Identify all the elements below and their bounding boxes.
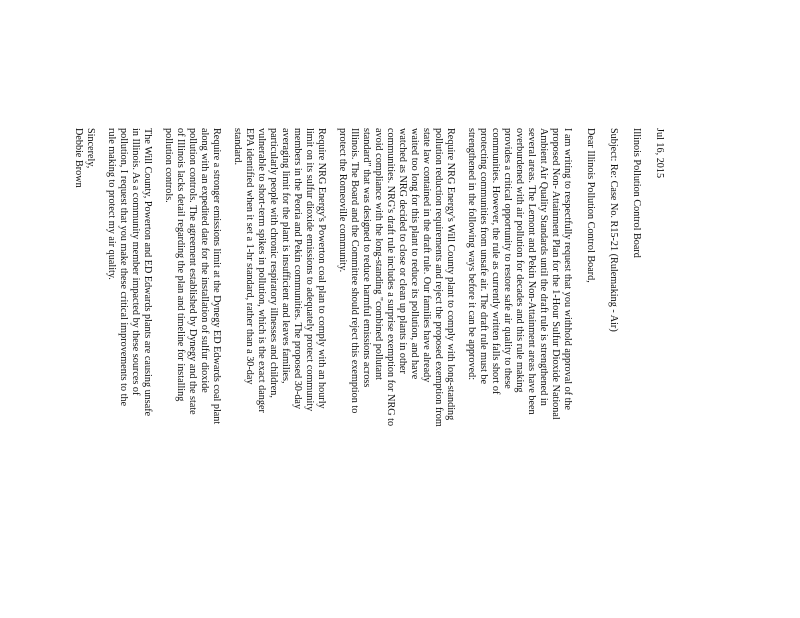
paragraph-line: Require NRG Energy's Powerton coal plan to comply with an hourly [316,128,327,409]
paragraph-line: watched as NRG decided to close or clean up plants in other [397,128,408,374]
paragraph-line: pollution reduction requirements and reject the proposed exemption from [433,128,444,427]
paragraph-line: protecting communities from unsafe air. The draft rule must be [478,128,489,385]
paragraph-line: The Will County, Powerton and ED Edwards plants are causing unsafe [142,128,153,417]
paragraph-line: strengthened in the following ways before it can be approved: [466,128,477,381]
paragraph-conclusion [105,128,153,618]
paragraph-powerton [231,128,327,618]
paragraph-line: several areas. The Lemont and Pekin Non-Attainment areas have been [526,128,537,415]
paragraph-edwards [162,128,222,618]
paragraph-line: pollution, I request that you make these critical improvements to the [118,128,129,407]
paragraph-intro [465,128,573,618]
signature-name: Debbie Brown [73,128,84,188]
closing: Sincerely, [85,128,96,169]
paragraph-line: Require a stronger emissions limit at the Dynegy ED Edwards coal plant [211,128,222,425]
paragraph-line: overburdened with air pollution for decades and this rule making [514,128,525,393]
paragraph-line: along with an expedited date for the installation of sulfur dioxide [199,128,210,393]
paragraph-line: provides a critical opportunity to restore safe air quality to these [502,128,513,389]
letter-date: Jul 16, 2015 [654,128,665,179]
paragraph-line: Require NRG Energy's Will County plant to comply with long-standing [445,128,456,421]
paragraph-line: limit on its sulfur dioxide emissions to adequately protect community [304,128,315,412]
salutation: Dear Illinois Pollution Control Board, [585,128,596,283]
paragraph-line: avoid compliance with the long-standing "combined pollutant [373,128,384,381]
paragraph-line: particularly people with chronic respiratory illnesses and children, [268,128,279,398]
paragraph-line: state law contained in the draft rule. Our families have already [421,128,432,383]
paragraph-line: pollution controls. [163,128,174,203]
paragraph-line: protect the Romeoville community. [337,128,348,273]
paragraph-line: averaging limit for the plant is insufficient and leaves families, [280,128,291,384]
paragraph-line: waited too long for this plant to reduce its pollution, and have [409,128,420,380]
paragraph-line: Ambient Air Quality Standards until the draft rule is strengthened in [538,128,549,406]
paragraph-line: rule making to protect my air quality. [106,128,117,280]
subject-line: Subject: Re: Case No. R15-21 (Rulemaking - Air) [608,128,619,332]
paragraph-line: communities. However, the rule as currently written falls short of [490,128,501,395]
paragraph-line: proposed Non- Attainment Plan for the 1-Hour Sulfur Dioxide National [550,128,561,420]
paragraph-line: members in the Peoria and Pekin communities. The proposed 30-day [292,128,303,410]
letter-body [65,128,665,618]
recipient: Illinois Pollution Control Board [631,128,642,258]
paragraph-line: I am writing to respectfully request that you withhold approval of the [562,128,573,411]
paragraph-line: of Illinois lacks detail regarding the plan and timeline for installing [175,128,186,402]
paragraph-line: in Illinois. As a community member impacted by these sources of [130,128,141,396]
paragraph-will-county [336,128,456,618]
paragraph-line: Illinois. The Board and the Committee should reject this exemption to [349,128,360,414]
paragraph-line: vulnerable to short-term spikes in pollution, which is the exact danger [256,128,267,413]
paragraph-line: pollution controls. The agreement established by Dynegy and the state [187,128,198,415]
paragraph-line: standard" that was designed to reduce harmful emissions across [361,128,372,388]
paragraph-line: standard. [232,128,243,166]
paragraph-line: communities. NRG's draft rule includes a surprise exemption for NRG to [385,128,396,427]
paragraph-line: EPA identified when it set a 1-hr standard, rather than a 30-day [244,128,255,385]
